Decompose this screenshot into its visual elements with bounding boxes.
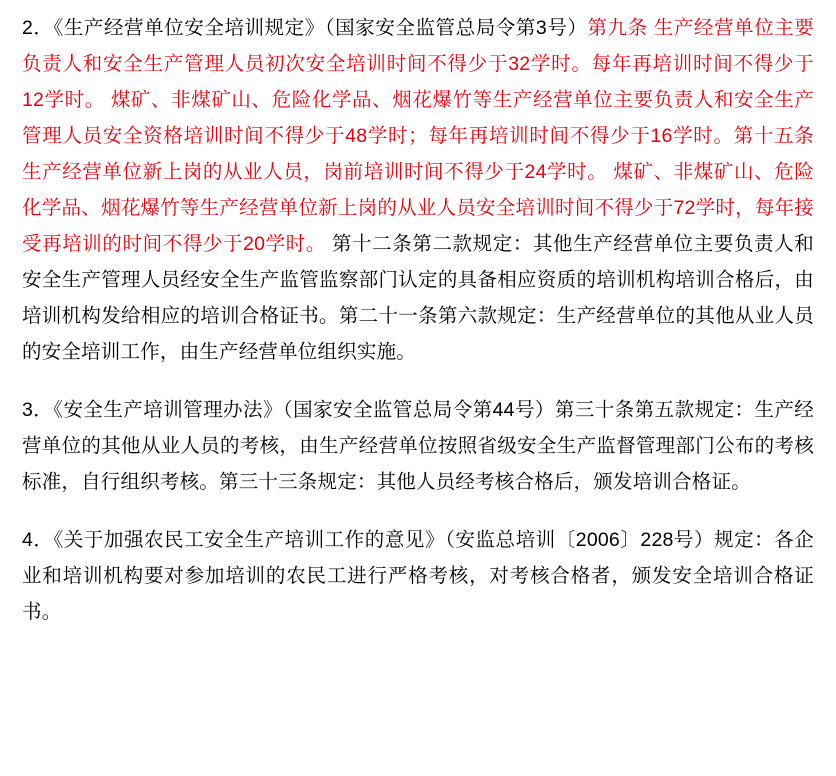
paragraph-segment-text: 2．《生产经营单位安全培训规定》（国家安全监管总局令第3号） <box>22 17 588 39</box>
paragraph-segment-text: 3．《安全生产培训管理办法》（国家安全监管总局令第44号）第三十条第五款规定：生产经营单位的其他从业人员的考核，由生产经营单位按照省级安全生产监督管理部门公布的考核标准，自行组织考核。第三十三条规定：其他人员经考核合格后，颁发培训合格证。 <box>22 399 814 493</box>
paragraph-item-4 <box>22 522 814 630</box>
paragraph-segment-highlighted-text: 第九条 生产经营单位主要负责人和安全生产管理人员初次安全培训时间不得少于32学时。每年再培训时间不得少于12学时。 煤矿、非煤矿山、危险化学品、烟花爆竹等生产经营单位主要负责人和安全生产管理人员安全资格培训时间不得少于48学时；每年再培训时间不得少于16学时。第十五条 生产经营单位新上岗的从业人员，岗前培训时间不得少于24学时。 煤矿、非煤矿山、危险化学品、烟花爆竹等生产经营单位新上岗的从业人员安全培训时间不得少于72学时，每年接受再培训的时间不得少于20学时。 <box>22 17 820 255</box>
paragraph-item-3 <box>22 392 814 500</box>
paragraph-segment-text: 第十二条第二款规定：其他生产经营单位主要负责人和安全生产管理人员经安全生产监管监察部门认定的具备相应资质的培训机构培训合格后，由培训机构发给相应的培训合格证书。第二十一条第六款规定：生产经营单位的其他从业人员的安全培训工作，由生产经营单位组织实施。 <box>22 233 814 363</box>
paragraph-segment-text: 4．《关于加强农民工安全生产培训工作的意见》（安监总培训〔2006〕228号）规定：各企业和培训机构要对参加培训的农民工进行严格考核，对考核合格者，颁发安全培训合格证书。 <box>22 529 814 623</box>
paragraph-item-2 <box>22 10 820 370</box>
